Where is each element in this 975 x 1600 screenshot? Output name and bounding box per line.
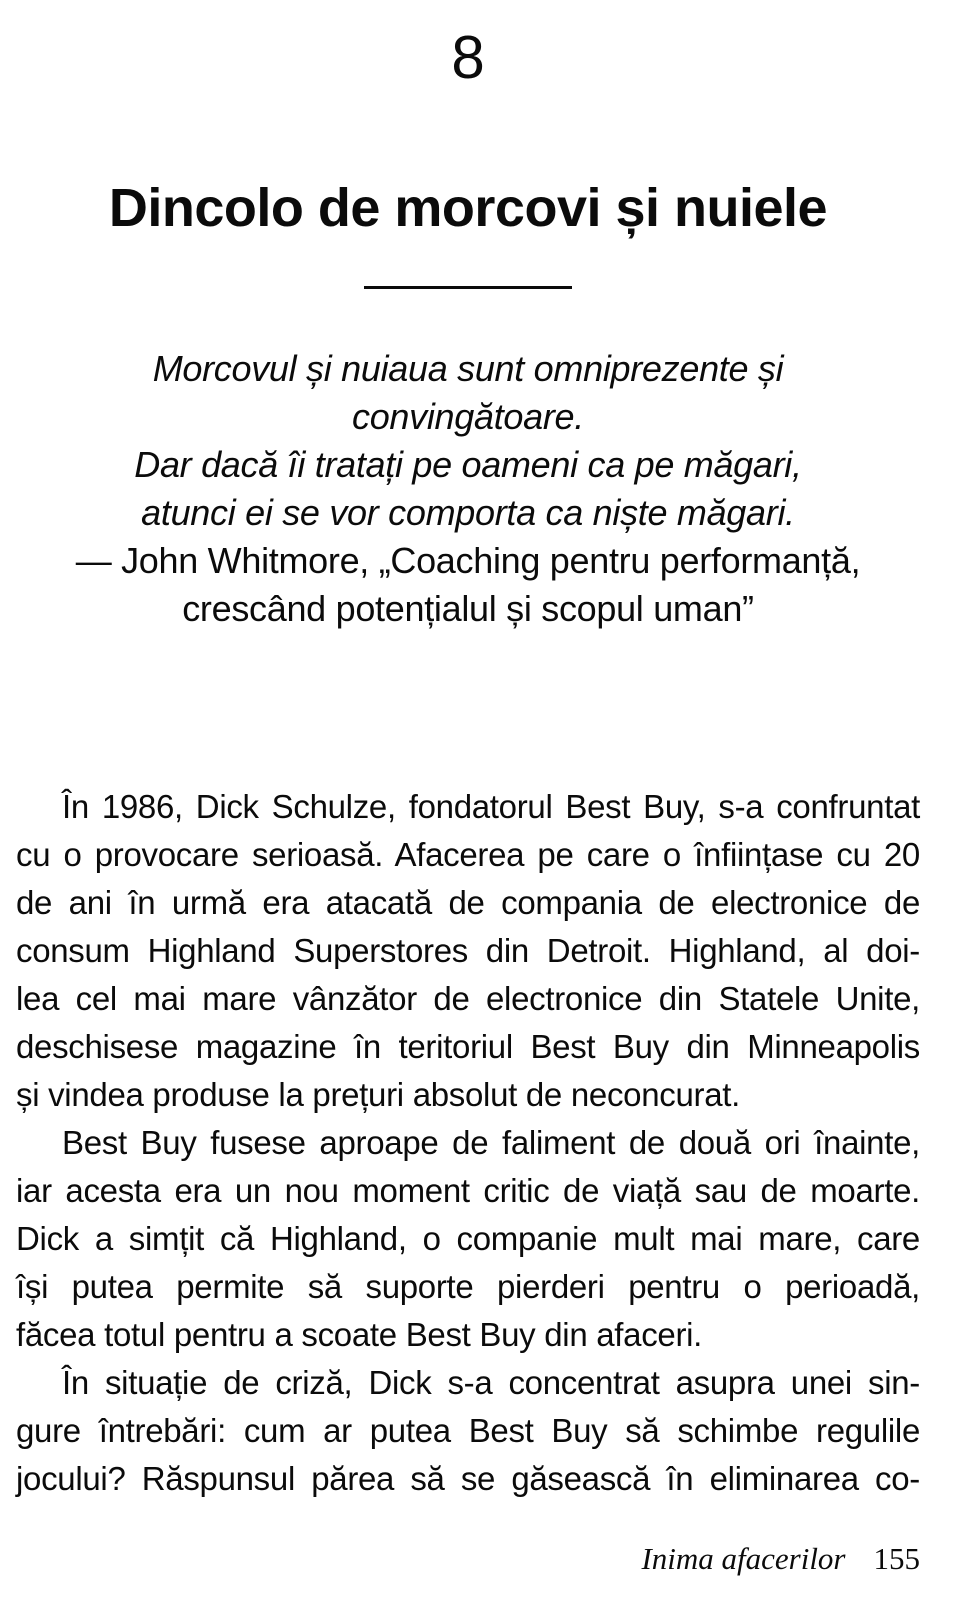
body-line: În 1986, Dick Schulze, fondatorul Best Buy, s-a confruntat	[62, 788, 920, 825]
epigraph-attribution-line: crescând potențialul și scopul uman”	[182, 588, 754, 629]
body-paragraph	[16, 783, 920, 1119]
page-footer	[16, 1539, 920, 1579]
body-line: făcea totul pentru a scoate Best Buy din afaceri.	[16, 1316, 703, 1353]
page-number: 155	[873, 1541, 920, 1576]
body-line: consum Highland Superstores din Detroit. Highland, al doi-	[16, 932, 920, 969]
body-line: iar acesta era un nou moment critic de viață sau de moarte.	[16, 1172, 920, 1209]
body-line: cu o provocare serioasă. Afacerea pe care o înființase cu 20	[16, 836, 920, 873]
page-content	[16, 26, 920, 1579]
running-title: Inima afacerilor	[641, 1541, 846, 1576]
epigraph-quote-line: atunci ei se vor comporta ca niște măgari.	[141, 492, 795, 533]
epigraph	[16, 345, 920, 633]
body-line: își putea permite să suporte pierderi pentru o perioadă,	[16, 1268, 920, 1305]
body-line: gure întrebări: cum ar putea Best Buy să schimbe regulile	[16, 1412, 920, 1449]
body-line: deschisese magazine în teritoriul Best Buy din Minneapolis	[16, 1028, 920, 1065]
body-paragraph	[16, 1359, 920, 1503]
epigraph-attribution-line: — John Whitmore, „Coaching pentru performanță,	[75, 540, 861, 581]
body-line: Dick a simțit că Highland, o companie mult mai mare, care	[16, 1220, 920, 1257]
body-line: Best Buy fusese aproape de faliment de două ori înainte,	[62, 1124, 920, 1161]
chapter-number: 8	[451, 24, 485, 91]
title-divider	[364, 286, 572, 289]
body-line: și vindea produse la prețuri absolut de neconcurat.	[16, 1076, 740, 1113]
epigraph-quote-line: Dar dacă îi tratați pe oameni ca pe măgari,	[134, 444, 802, 485]
body-line: În situație de criză, Dick s-a concentrat asupra unei sin-	[62, 1364, 920, 1401]
body-line: lea cel mai mare vânzător de electronice din Statele Unite,	[16, 980, 920, 1017]
epigraph-quote-line: convingătoare.	[352, 396, 584, 437]
body-line: de ani în urmă era atacată de compania de electronice de	[16, 884, 920, 921]
epigraph-quote-line: Morcovul și nuiaua sunt omniprezente și	[152, 348, 784, 389]
chapter-title: Dincolo de morcovi și nuiele	[108, 178, 828, 238]
body-text	[16, 783, 920, 1503]
body-paragraph	[16, 1119, 920, 1359]
body-line: jocului? Răspunsul părea să se găsească în eliminarea co-	[16, 1460, 920, 1497]
